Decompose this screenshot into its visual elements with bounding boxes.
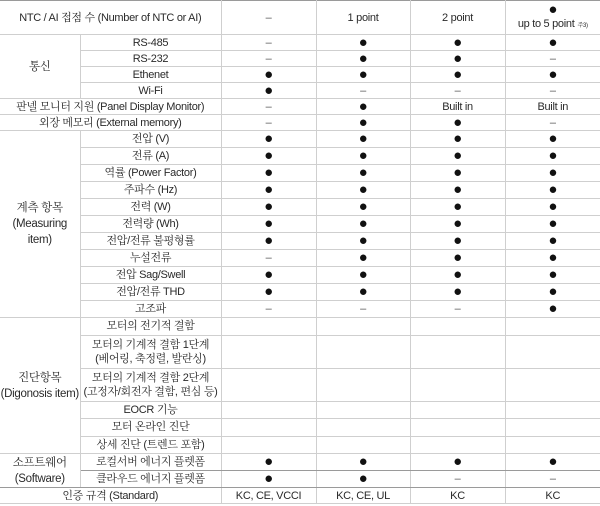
table-row <box>0 115 600 131</box>
row-label-text: 전압 Sag/Swell <box>115 269 186 281</box>
bullet-icon: ● <box>221 131 316 148</box>
row-label-text: Wi-Fi <box>138 84 163 97</box>
row-label <box>80 67 221 83</box>
table-row <box>0 368 600 401</box>
value-cell: – <box>505 115 600 131</box>
value-cell: KC <box>505 488 600 504</box>
table-row <box>0 131 600 148</box>
value-cell: Built in <box>410 99 505 115</box>
bullet-icon: ● <box>410 233 505 250</box>
table-row <box>0 233 600 250</box>
bullet-icon: ● <box>410 216 505 233</box>
row-label-text: Ethenet <box>132 68 169 81</box>
bullet-icon: ● <box>316 182 410 199</box>
bullet-icon: ● <box>316 35 410 51</box>
row-label <box>80 165 221 182</box>
bullet-icon: ● <box>410 267 505 284</box>
value-cell: – <box>221 51 316 67</box>
table-row <box>0 250 600 267</box>
value-cell: – <box>410 471 505 488</box>
row-label <box>80 182 221 199</box>
table-row <box>0 488 600 504</box>
value-cell <box>505 436 600 454</box>
value-cell <box>316 335 410 368</box>
header-value-1: – <box>221 1 316 35</box>
bullet-icon: ● <box>221 471 316 488</box>
row-label <box>80 401 221 419</box>
table-row <box>0 436 600 454</box>
row-label-text: 모터의 기계적 결함 1단계 <box>91 338 210 351</box>
bullet-icon: ● <box>410 115 505 131</box>
bullet-icon: ● <box>505 131 600 148</box>
table-row <box>0 471 600 488</box>
bullet-icon: ● <box>221 83 316 99</box>
table-row <box>0 165 600 182</box>
bullet-icon: ● <box>221 182 316 199</box>
value-cell <box>221 436 316 454</box>
value-cell <box>316 401 410 419</box>
value-cell <box>505 401 600 419</box>
bullet-icon: ● <box>221 67 316 83</box>
bullet-icon: ● <box>410 199 505 216</box>
bullet-icon: ● <box>505 233 600 250</box>
row-label-text: 전력 (W) <box>130 201 171 213</box>
row-label <box>80 83 221 99</box>
bullet-icon: ● <box>316 284 410 301</box>
value-cell <box>410 318 505 336</box>
row-label <box>80 199 221 216</box>
row-label-subtext: (베어링, 축정렬, 발란싱) <box>95 352 206 365</box>
bullet-icon: ● <box>505 148 600 165</box>
bullet-icon: ● <box>410 165 505 182</box>
bullet-icon: ● <box>316 165 410 182</box>
value-cell: – <box>221 250 316 267</box>
bullet-icon: ● <box>221 165 316 182</box>
bullet-icon: ● <box>221 284 316 301</box>
value-cell: KC, CE, VCCI <box>221 488 316 504</box>
value-cell <box>221 401 316 419</box>
group-label: 통신 <box>0 35 80 99</box>
row-label <box>80 454 221 471</box>
bullet-icon: ● <box>505 165 600 182</box>
footnote-ref: 주3) <box>577 22 588 29</box>
value-cell: – <box>221 115 316 131</box>
value-cell <box>316 436 410 454</box>
table-row <box>0 148 600 165</box>
bullet-icon: ● <box>316 199 410 216</box>
value-cell <box>221 318 316 336</box>
value-cell: – <box>410 83 505 99</box>
bullet-icon: ● <box>221 233 316 250</box>
value-cell: Built in <box>505 99 600 115</box>
table-row <box>0 51 600 67</box>
bullet-icon: ● <box>316 115 410 131</box>
table-row <box>0 67 600 83</box>
row-label-subtext: (고정자/회전자 결함, 편심 등) <box>83 385 218 398</box>
value-cell <box>221 368 316 401</box>
table-row <box>0 318 600 336</box>
bullet-icon: ● <box>410 67 505 83</box>
bullet-icon: ● <box>505 454 600 471</box>
bullet-icon: ● <box>221 454 316 471</box>
row-label-text: 클라우드 에너지 플렛폼 <box>96 473 205 485</box>
row-label <box>80 419 221 437</box>
bullet-icon: ● <box>316 148 410 165</box>
row-label-text: 전압 (V) <box>131 133 170 145</box>
bullet-icon: ● <box>505 35 600 51</box>
value-cell <box>221 335 316 368</box>
row-label <box>80 301 221 318</box>
table-row <box>0 182 600 199</box>
value-cell <box>316 419 410 437</box>
row-label <box>80 284 221 301</box>
header-value-4-text: up to 5 point <box>517 17 575 30</box>
header-value-2: 1 point <box>316 1 410 35</box>
table-row <box>0 199 600 216</box>
row-label-text: 누설전류 <box>129 252 172 264</box>
value-cell: – <box>221 99 316 115</box>
row-label-text: 역률 (Power Factor) <box>104 167 197 179</box>
bullet-icon: ● <box>316 454 410 471</box>
value-cell <box>221 419 316 437</box>
row-label-text: RS-232 <box>132 52 169 65</box>
value-cell: – <box>316 83 410 99</box>
group-label: 계측 항목 (Measuring item) <box>0 131 80 318</box>
bullet-icon: ● <box>505 301 600 318</box>
row-label-text: 모터의 기계적 결함 2단계 <box>91 371 210 384</box>
bullet-icon: ● <box>410 284 505 301</box>
bullet-icon: ● <box>548 0 558 18</box>
bullet-icon: ● <box>505 216 600 233</box>
header-label: NTC / AI 접점 수 (Number of NTC or AI) <box>0 1 221 35</box>
value-cell: – <box>505 471 600 488</box>
bullet-icon: ● <box>316 233 410 250</box>
row-label <box>80 368 221 401</box>
table-row <box>0 35 600 51</box>
bullet-icon: ● <box>410 182 505 199</box>
value-cell <box>505 419 600 437</box>
table-row <box>0 301 600 318</box>
row-label <box>80 318 221 336</box>
row-label-text: 전압/전류 THD <box>116 286 185 298</box>
bullet-icon: ● <box>316 250 410 267</box>
bullet-icon: ● <box>410 148 505 165</box>
bullet-icon: ● <box>505 182 600 199</box>
row-label <box>80 35 221 51</box>
bullet-icon: ● <box>410 51 505 67</box>
table-row <box>0 401 600 419</box>
row-label-text: 로컬서버 에너지 플렛폼 <box>96 456 205 468</box>
table-row <box>0 284 600 301</box>
value-cell: – <box>316 301 410 318</box>
bullet-icon: ● <box>316 99 410 115</box>
bullet-icon: ● <box>505 267 600 284</box>
table-row <box>0 267 600 284</box>
value-cell <box>410 335 505 368</box>
row-label <box>80 250 221 267</box>
bullet-icon: ● <box>221 216 316 233</box>
table-row <box>0 419 600 437</box>
row-label: 판넬 모니터 지원 (Panel Display Monitor) <box>0 99 221 115</box>
value-cell <box>410 419 505 437</box>
value-cell: – <box>505 83 600 99</box>
row-label: 외장 메모리 (External memory) <box>0 115 221 131</box>
row-label-text: 전력량 (Wh) <box>122 218 179 230</box>
bullet-icon: ● <box>505 284 600 301</box>
value-cell: – <box>410 301 505 318</box>
table-row <box>0 83 600 99</box>
value-cell: KC, CE, UL <box>316 488 410 504</box>
group-label: 소프트웨어 (Software) <box>0 454 80 488</box>
value-cell <box>505 368 600 401</box>
value-cell <box>410 401 505 419</box>
bullet-icon: ● <box>316 471 410 488</box>
value-cell <box>505 318 600 336</box>
row-label-text: RS-485 <box>132 36 169 49</box>
row-label <box>80 148 221 165</box>
row-label-text: EOCR 기능 <box>123 403 178 416</box>
value-cell: KC <box>410 488 505 504</box>
row-label-text: 모터의 전기적 결함 <box>106 320 195 333</box>
header-value-4 <box>505 1 600 35</box>
table-row <box>0 216 600 233</box>
bullet-icon: ● <box>221 148 316 165</box>
bullet-icon: ● <box>410 35 505 51</box>
row-label: 인증 규격 (Standard) <box>0 488 221 504</box>
table-row <box>0 99 600 115</box>
row-label-text: 전압/전류 불평형률 <box>106 235 195 247</box>
row-label-text: 모터 온라인 진단 <box>111 421 190 434</box>
bullet-icon: ● <box>221 199 316 216</box>
bullet-icon: ● <box>316 216 410 233</box>
row-label <box>80 436 221 454</box>
value-cell <box>410 436 505 454</box>
row-label <box>80 471 221 488</box>
row-label <box>80 267 221 284</box>
row-label-text: 고조파 <box>135 303 166 315</box>
value-cell: – <box>221 301 316 318</box>
bullet-icon: ● <box>316 67 410 83</box>
value-cell <box>410 368 505 401</box>
row-label <box>80 233 221 250</box>
row-label <box>80 51 221 67</box>
bullet-icon: ● <box>221 267 316 284</box>
value-cell <box>316 318 410 336</box>
header-row <box>0 1 600 35</box>
row-label <box>80 335 221 368</box>
bullet-icon: ● <box>410 454 505 471</box>
header-value-3: 2 point <box>410 1 505 35</box>
row-label-text: 주파수 (Hz) <box>123 184 178 196</box>
bullet-icon: ● <box>410 250 505 267</box>
table-row <box>0 454 600 471</box>
row-label <box>80 131 221 148</box>
value-cell: – <box>505 51 600 67</box>
bullet-icon: ● <box>410 131 505 148</box>
table-row <box>0 335 600 368</box>
row-label-text: 상세 진단 (트렌드 포함) <box>96 438 205 451</box>
row-label <box>80 216 221 233</box>
value-cell <box>316 368 410 401</box>
bullet-icon: ● <box>316 51 410 67</box>
bullet-icon: ● <box>505 67 600 83</box>
bullet-icon: ● <box>316 131 410 148</box>
bullet-icon: ● <box>505 250 600 267</box>
bullet-icon: ● <box>316 267 410 284</box>
value-cell: – <box>221 35 316 51</box>
row-label-text: 전류 (A) <box>131 150 170 162</box>
value-cell <box>505 335 600 368</box>
bullet-icon: ● <box>505 199 600 216</box>
group-label: 진단항목 (Digonosis item) <box>0 318 80 454</box>
